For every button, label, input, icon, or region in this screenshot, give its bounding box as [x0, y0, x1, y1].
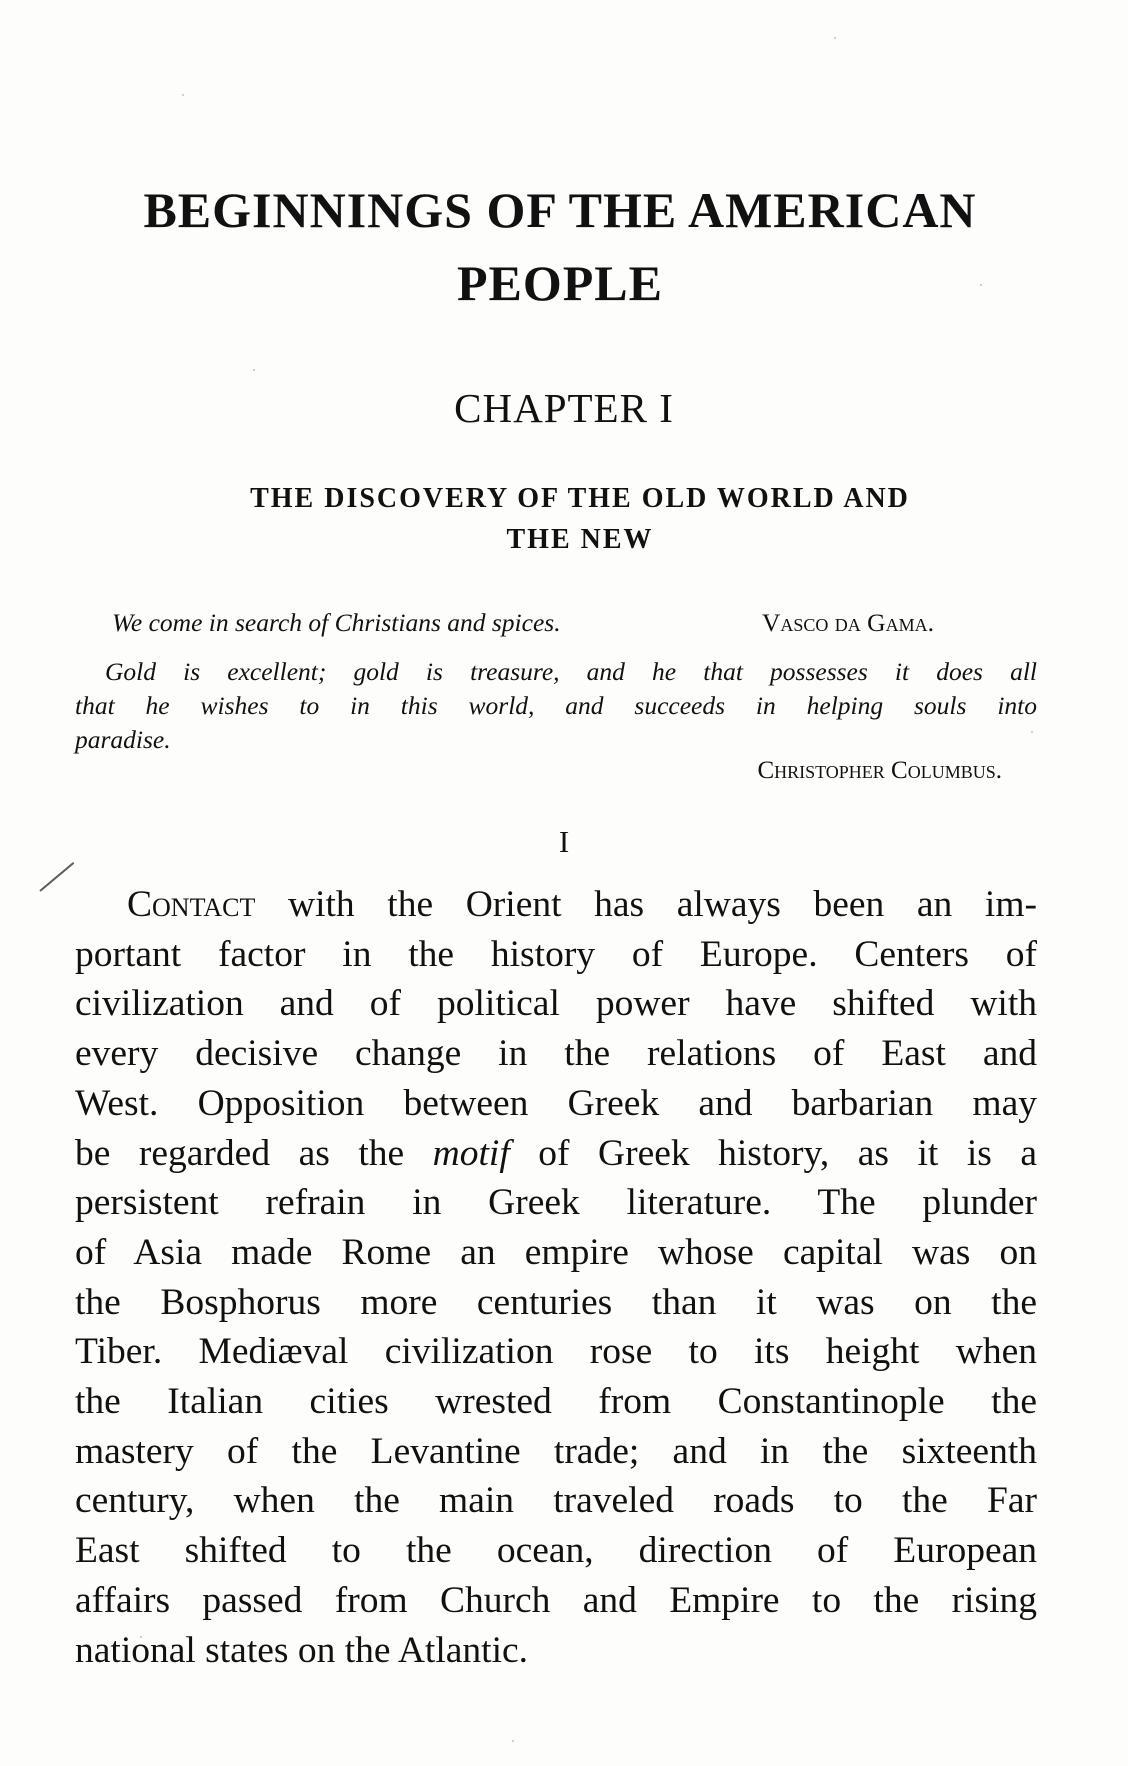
chapter-heading: CHAPTER I — [454, 385, 674, 431]
epigraph-da-gama — [112, 610, 1012, 636]
paragraph-line: century, when the main traveled roads to the Far — [75, 1480, 1037, 1522]
epigraph-line: that he wishes to in this world, and succeeds in helping souls into — [75, 691, 1037, 720]
paragraph-line: the Bosphorus more centuries than it was on the — [75, 1281, 1037, 1323]
scan-speck — [253, 369, 255, 371]
paragraph-line: mastery of the Levantine trade; and in the sixteenth — [75, 1430, 1037, 1472]
epigraph-line: Gold is excellent; gold is treasure, and he that possesses it does all — [105, 657, 1037, 686]
paragraph-line: national states on the Atlantic. — [75, 1629, 529, 1671]
epigraph-columbus — [75, 655, 1037, 757]
scan-speck — [834, 37, 836, 39]
paragraph-line: East shifted to the ocean, direction of European — [75, 1530, 1037, 1572]
epigraph-line: paradise. — [75, 725, 171, 754]
paragraph-line: civilization and of political power have shifted with — [75, 983, 1037, 1025]
line-text: be regarded as the — [75, 1132, 433, 1174]
scan-speck — [512, 1740, 514, 1742]
margin-pencil-mark — [39, 862, 74, 892]
book-title-line-2: PEOPLE — [456, 255, 664, 311]
paragraph-line: portant factor in the history of Europe. Centers of — [75, 933, 1037, 975]
italic-word: motif — [432, 1132, 510, 1174]
epigraph-attribution: Vasco da Gama. — [762, 608, 934, 637]
epigraph-text: We come in search of Christians and spices. — [112, 608, 561, 637]
section-number: I — [558, 824, 570, 859]
scan-speck — [182, 94, 184, 96]
paragraph-line: the Italian cities wrested from Constantinople the — [75, 1381, 1037, 1423]
line-text: with the Orient has always been an im- — [255, 884, 1037, 925]
paragraph-line: affairs passed from Church and Empire to the rising — [75, 1579, 1037, 1621]
chapter-subtitle-line-2: THE NEW — [506, 524, 654, 555]
lead-word: Contact — [127, 884, 256, 925]
book-title-line-1: BEGINNINGS OF THE AMERICAN — [143, 182, 977, 238]
paragraph-line: West. Opposition between Greek and barbarian may — [75, 1082, 1037, 1124]
paragraph-line: persistent refrain in Greek literature. The plunder — [75, 1182, 1037, 1224]
chapter-subtitle-line-1: THE DISCOVERY OF THE OLD WORLD AND — [250, 483, 910, 514]
paragraph-line: of Asia made Rome an empire whose capital was on — [75, 1231, 1037, 1273]
epigraph-attribution: Christopher Columbus. — [757, 757, 1002, 784]
line-text: of Greek history, as it is a — [509, 1132, 1038, 1174]
paragraph-line: every decisive change in the relations of East and — [75, 1033, 1037, 1075]
paragraph-line — [75, 1129, 1037, 1179]
chapter-subtitle — [110, 478, 1050, 560]
body-paragraph — [75, 880, 1037, 1675]
paragraph-line — [75, 880, 1037, 930]
paragraph-line: Tiber. Mediæval civilization rose to its height when — [75, 1331, 1037, 1373]
